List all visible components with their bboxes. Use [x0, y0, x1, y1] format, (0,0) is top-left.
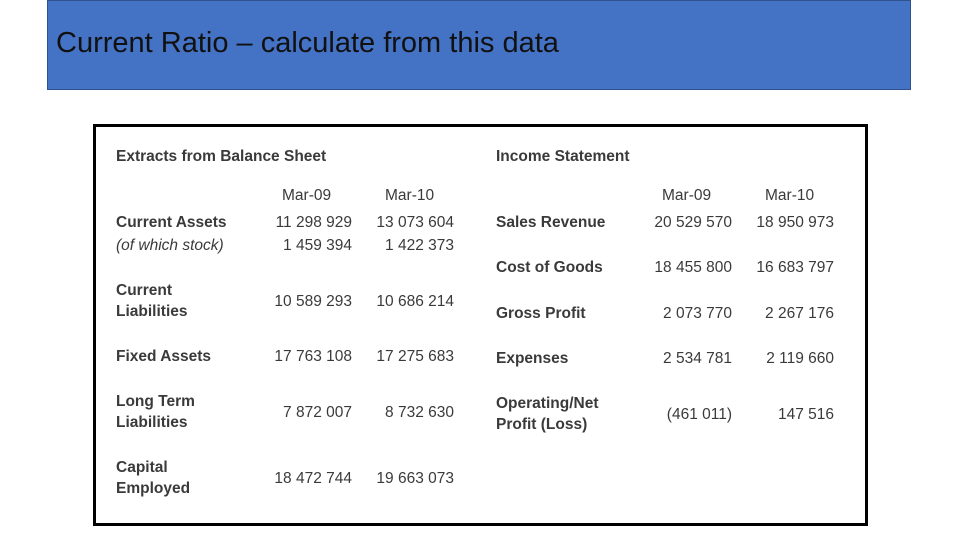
balance-sheet-col-mar09: Mar-09	[282, 187, 332, 204]
is-cost-of-goods-mar10: 16 683 797	[756, 259, 834, 276]
is-expenses-mar10: 2 119 660	[766, 350, 834, 367]
is-sales-revenue-mar09: 20 529 570	[654, 214, 732, 231]
bs-current-assets-mar10: 13 073 604	[376, 214, 454, 231]
income-statement-col-mar09: Mar-09	[662, 187, 712, 204]
income-statement-heading: Income Statement	[496, 148, 630, 165]
balance-sheet-heading: Extracts from Balance Sheet	[116, 148, 327, 165]
is-label-sales-revenue: Sales Revenue	[496, 214, 606, 231]
bs-current-liabilities-mar09: 10 589 293	[274, 293, 352, 310]
is-operating-net-profit-mar10: 147 516	[777, 406, 834, 423]
bs-capital-employed-mar10: 19 663 073	[376, 470, 454, 487]
is-label-gross-profit: Gross Profit	[496, 305, 586, 322]
bs-fixed-assets-mar10: 17 275 683	[376, 348, 454, 365]
bs-label-fixed-assets: Fixed Assets	[116, 348, 212, 365]
bs-stock-mar10: 1 422 373	[385, 237, 454, 254]
bs-capital-employed-mar09: 18 472 744	[274, 470, 352, 487]
is-label-operating-net-profit-1: Operating/Net	[496, 395, 599, 412]
is-gross-profit-mar10: 2 267 176	[765, 305, 834, 322]
is-gross-profit-mar09: 2 073 770	[663, 305, 732, 322]
is-operating-net-profit-mar09: (461 011)	[666, 406, 732, 423]
financial-data-panel	[93, 124, 868, 526]
bs-long-term-liabilities-mar10: 8 732 630	[385, 404, 454, 421]
is-expenses-mar09: 2 534 781	[663, 350, 732, 367]
bs-label-long-term-liabilities-1: Long Term	[116, 393, 195, 410]
bs-label-capital-employed-1: Capital	[116, 459, 168, 476]
is-label-operating-net-profit-2: Profit (Loss)	[496, 416, 588, 433]
is-label-cost-of-goods: Cost of Goods	[496, 259, 603, 276]
bs-fixed-assets-mar09: 17 763 108	[274, 348, 352, 365]
bs-label-current-liabilities-2: Liabilities	[116, 303, 188, 320]
bs-current-liabilities-mar10: 10 686 214	[376, 293, 454, 310]
bs-current-assets-mar09: 11 298 929	[275, 214, 352, 231]
bs-stock-mar09: 1 459 394	[283, 237, 352, 254]
income-statement-col-mar10: Mar-10	[765, 187, 815, 204]
bs-label-of-which-stock: (of which stock)	[116, 237, 224, 254]
slide-title: Current Ratio – calculate from this data	[56, 27, 559, 59]
bs-label-current-assets: Current Assets	[116, 214, 227, 231]
is-sales-revenue-mar10: 18 950 973	[756, 214, 834, 231]
is-label-expenses: Expenses	[496, 350, 569, 367]
title-bar	[47, 0, 911, 90]
bs-long-term-liabilities-mar09: 7 872 007	[283, 404, 352, 421]
is-cost-of-goods-mar09: 18 455 800	[654, 259, 732, 276]
balance-sheet-col-mar10: Mar-10	[385, 187, 435, 204]
bs-label-capital-employed-2: Employed	[116, 480, 191, 497]
bs-label-long-term-liabilities-2: Liabilities	[116, 414, 188, 431]
bs-label-current-liabilities-1: Current	[116, 282, 172, 299]
